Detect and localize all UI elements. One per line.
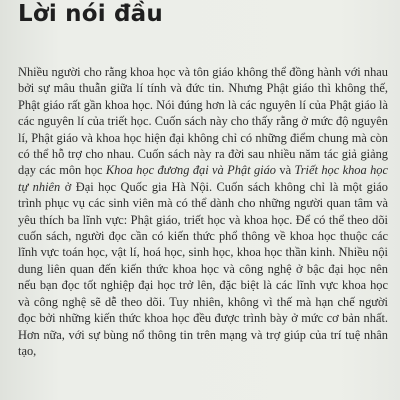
course-title-2: Triết học khoa học tự nhiên bbox=[18, 163, 388, 194]
paragraph-text-2: ở Đại học Quốc gia Hà Nội. Cuốn sách không chỉ là một giáo trình phục vụ các sinh viên mà có thể dành cho những người quan tâm và yêu thích ba lĩnh vực: Phật giáo, triết học và khoa học. Để có thể theo dõi cuốn sách, người đọc cần có kiến thức phổ thông về khoa học thuộc các lĩnh vực toán học, vật lí, hoá học, sinh học, khoa học thần kinh. Nhiều nội dung liên quan đến kiến thức khoa học và công nghệ ở bậc đại học nên nếu bạn đọc tốt nghiệp đại học trở lên, đặc biệt là các lĩnh vực khoa học và công nghệ sẽ dễ theo dõi. Tuy nhiên, không vì thế mà hạn chế người đọc bởi những kiến thức khoa học đều được trình bày ở mức cơ bản nhất. Hơn nữa, với sự bùng nổ thông tin trên mạng và trợ giúp của trí tuệ nhân tạo, bbox=[18, 179, 388, 358]
paragraph bbox=[18, 64, 388, 359]
course-title-1: Khoa học đương đại và Phật giáo bbox=[105, 163, 276, 178]
body-text bbox=[18, 64, 388, 400]
conjunction: và bbox=[276, 163, 295, 178]
paragraph-text-1: Nhiều người cho rằng khoa học và tôn giáo không thể đồng hành với nhau bởi sự mâu thuẫn giữa lí tính và đức tin. Nhưng Phật giáo thì không thế, Phật giáo rất gần khoa học. Nói đúng hơn là các nguyên lí của Phật giáo là các nguyên lí của triết học. Cuốn sách này cho thấy rằng ở mức độ nguyên lí, Phật giáo và khoa học hiện đại không chỉ có những điểm chung mà còn có thể hỗ trợ cho nhau. Cuốn sách này ra đời sau nhiều năm tác giả giảng dạy các môn học bbox=[18, 65, 388, 178]
bleed-through-text bbox=[250, 0, 400, 58]
chapter-heading: Lời nói đầu bbox=[18, 1, 163, 27]
